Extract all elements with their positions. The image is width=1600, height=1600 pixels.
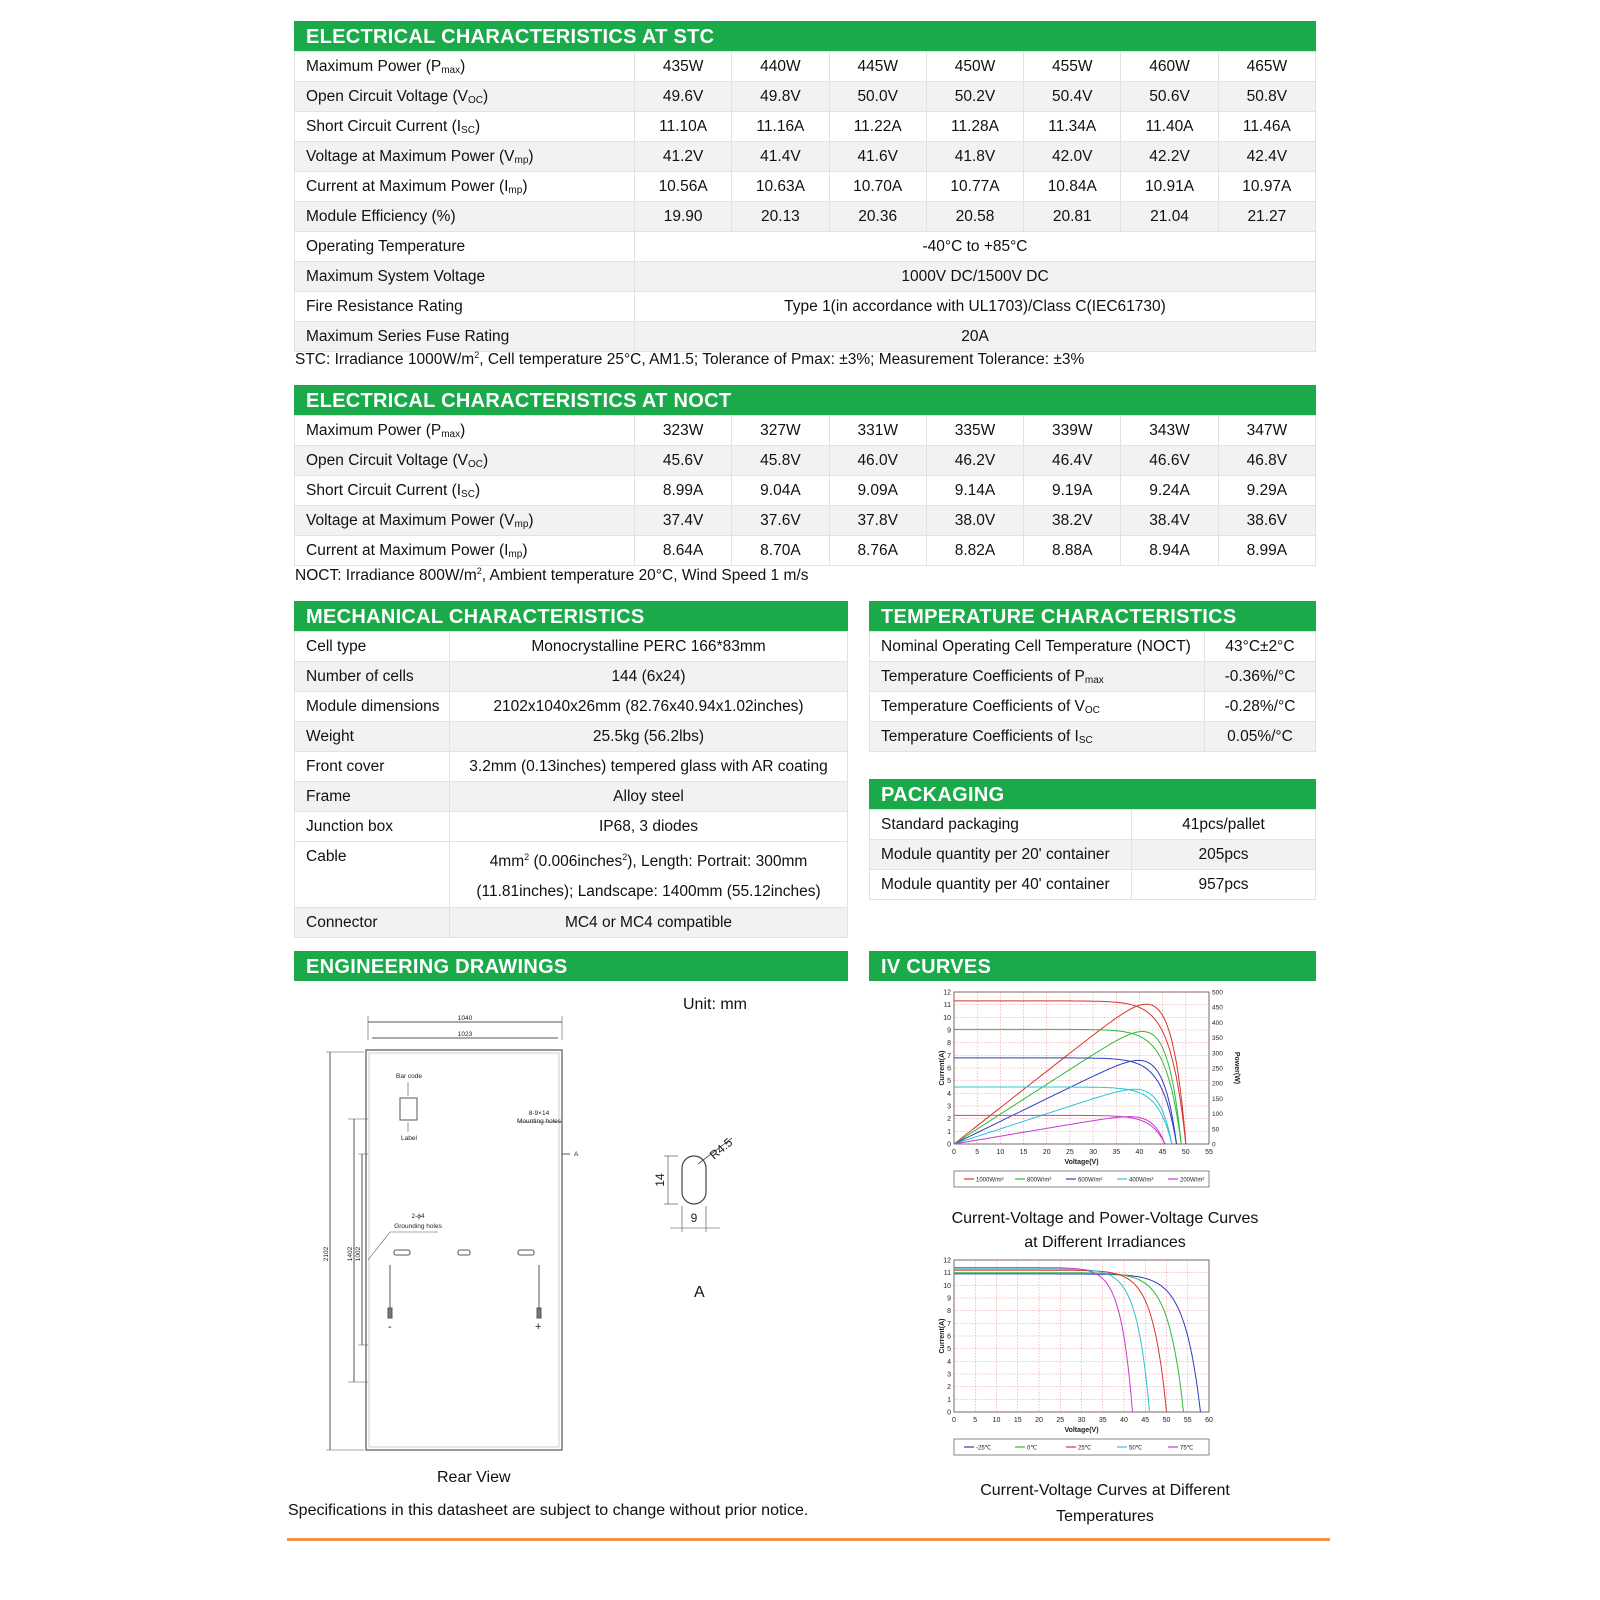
row-value: 440W	[732, 52, 829, 82]
row-value: Type 1(in accordance with UL1703)/Class C(IEC61730)	[635, 292, 1316, 322]
row-value: 323W	[635, 416, 732, 446]
row-value: 331W	[829, 416, 926, 446]
y2-tick-label: 250	[1212, 1065, 1223, 1073]
stc-span-row	[295, 322, 1316, 352]
row-value: 45.8V	[732, 446, 829, 476]
row-label: Standard packaging	[870, 810, 1132, 840]
row-value: 1000V DC/1500V DC	[635, 262, 1316, 292]
row-label: Operating Temperature	[295, 232, 635, 262]
legend-entry: 0℃	[1027, 1445, 1038, 1452]
row-value: 38.2V	[1024, 506, 1121, 536]
row-label: Number of cells	[295, 662, 450, 692]
iv-curve	[954, 1274, 1201, 1412]
row-value: 3.2mm (0.13inches) tempered glass with AR coating	[450, 752, 848, 782]
row-value: 37.6V	[732, 506, 829, 536]
temperature-title: TEMPERATURE CHARACTERISTICS	[869, 601, 1316, 631]
unit-label: Unit: mm	[683, 996, 747, 1013]
stc-row	[295, 52, 1316, 82]
row-value: 50.4V	[1024, 82, 1121, 112]
y-tick-label: 6	[947, 1333, 951, 1341]
y-axis-label: Current(A)	[939, 1318, 946, 1354]
mech-row	[295, 812, 848, 842]
mechanical-table	[294, 631, 848, 938]
row-label: Weight	[295, 722, 450, 752]
row-label: Current at Maximum Power $(I_{mp})$	[295, 172, 635, 202]
iv-caption-temperature: Current-Voltage Curves at Different Temperatures	[980, 1482, 1230, 1525]
y-tick-label: 5	[947, 1078, 951, 1086]
row-label: Temperature Coefficients of $V_{OC}$	[870, 692, 1205, 722]
y2-tick-label: 200	[1212, 1080, 1223, 1088]
row-value: 10.63A	[732, 172, 829, 202]
iv-caption-irradiance: Current-Voltage and Power-Voltage Curves at Different Irradiances	[951, 1210, 1259, 1251]
section-a-marker: A	[574, 1151, 579, 1158]
y-tick-label: 12	[943, 1257, 951, 1265]
stc-row	[295, 142, 1316, 172]
grounding-holes-label: Grounding holes	[394, 1223, 442, 1230]
x-axis-label: Voltage(V)	[1064, 1427, 1099, 1434]
y2-tick-label: 150	[1212, 1095, 1223, 1103]
iv-curve	[954, 1269, 1150, 1412]
row-value: 20.36	[829, 202, 926, 232]
noct-section	[294, 385, 1316, 566]
row-label: Maximum System Voltage	[295, 262, 635, 292]
mech-row	[295, 752, 848, 782]
row-value: 46.6V	[1121, 446, 1218, 476]
row-value: 11.28A	[926, 112, 1023, 142]
row-value: 10.84A	[1024, 172, 1121, 202]
row-value: 8.76A	[829, 536, 926, 566]
y-tick-label: 9	[947, 1027, 951, 1035]
rear-view-drawing	[318, 1010, 588, 1460]
footer-rule	[287, 1538, 1330, 1541]
row-label: Cell type	[295, 632, 450, 662]
y-tick-label: 10	[943, 1282, 951, 1290]
row-value: Alloy steel	[450, 782, 848, 812]
row-value: 37.8V	[829, 506, 926, 536]
row-label: Module quantity per 20' container	[870, 840, 1132, 870]
row-value: 45.6V	[635, 446, 732, 476]
stc-table	[294, 51, 1316, 352]
plus-terminal: +	[535, 1321, 542, 1333]
row-value: -0.28%/°C	[1205, 692, 1316, 722]
noct-row	[295, 536, 1316, 566]
packaging-section	[869, 779, 1316, 900]
row-label: Fire Resistance Rating	[295, 292, 635, 322]
row-label: Nominal Operating Cell Temperature (NOCT)	[870, 632, 1205, 662]
temp-row	[870, 722, 1316, 752]
row-value: 11.34A	[1024, 112, 1121, 142]
x-tick-label: 45	[1141, 1417, 1150, 1424]
x-tick-label: 15	[1013, 1417, 1022, 1424]
mech-row	[295, 632, 848, 662]
x-tick-label: 5	[973, 1417, 978, 1424]
legend-entry: 75℃	[1180, 1445, 1194, 1452]
row-label: Front cover	[295, 752, 450, 782]
row-value: 25.5kg (56.2lbs)	[450, 722, 848, 752]
row-label: Cable	[295, 842, 450, 908]
stc-section	[294, 21, 1316, 352]
iv-chart-irradiance	[940, 990, 1280, 1205]
row-value: Monocrystalline PERC 166*83mm	[450, 632, 848, 662]
row-label: Connector	[295, 908, 450, 938]
stc-row	[295, 172, 1316, 202]
mechanical-section	[294, 601, 848, 938]
y2-tick-label: 450	[1212, 1004, 1223, 1012]
mounting-holes-label: Mounting holes	[516, 1118, 562, 1125]
mech-row	[295, 722, 848, 752]
row-value: 205pcs	[1132, 840, 1316, 870]
row-value: 339W	[1024, 416, 1121, 446]
temp-row	[870, 632, 1316, 662]
x-tick-label: 40	[1120, 1417, 1128, 1424]
y-tick-label: 10	[943, 1014, 951, 1022]
row-value: 46.0V	[829, 446, 926, 476]
x-tick-label: 0	[952, 1417, 956, 1424]
temp-row	[870, 692, 1316, 722]
x-tick-label: 10	[992, 1417, 1001, 1424]
x-tick-label: 55	[1183, 1417, 1192, 1424]
row-value: 42.0V	[1024, 142, 1121, 172]
row-value: 50.0V	[829, 82, 926, 112]
row-value: 41.4V	[732, 142, 829, 172]
bar-code-label: Bar code	[395, 1073, 423, 1080]
row-value: 9.04A	[732, 476, 829, 506]
row-value: 50.2V	[926, 82, 1023, 112]
row-label: Temperature Coefficients of $P_{max}$	[870, 662, 1205, 692]
row-value: 9.24A	[1121, 476, 1218, 506]
row-value: 455W	[1024, 52, 1121, 82]
row-value: 8.94A	[1121, 536, 1218, 566]
noct-title: ELECTRICAL CHARACTERISTICS AT NOCT	[294, 385, 1316, 415]
legend-entry: 25℃	[1078, 1445, 1092, 1452]
x-tick-label: 60	[1205, 1417, 1213, 1424]
row-value: 11.16A	[732, 112, 829, 142]
row-label: Open Circuit Voltage $(V_{OC})$	[295, 446, 635, 476]
row-value: 10.97A	[1218, 172, 1315, 202]
row-value: 46.8V	[1218, 446, 1315, 476]
noct-row	[295, 476, 1316, 506]
row-label: Open Circuit Voltage $(V_{OC})$	[295, 82, 635, 112]
row-value: 20.13	[732, 202, 829, 232]
y-tick-label: 1	[947, 1396, 951, 1404]
row-value: 20.58	[926, 202, 1023, 232]
row-value: 435W	[635, 52, 732, 82]
row-value: 957pcs	[1132, 870, 1316, 900]
row-value: 9.09A	[829, 476, 926, 506]
row-value: 8.88A	[1024, 536, 1121, 566]
row-label: Maximum Series Fuse Rating	[295, 322, 635, 352]
y-tick-label: 2	[947, 1384, 951, 1392]
disclaimer: Specifications in this datasheet are subject to change without prior notice.	[288, 1502, 809, 1519]
stc-note: STC: Irradiance $1000W/m^2$, Cell temperature 25°C, AM1.5; Tolerance of Pmax: ±3%; Measurement Tolerance: ±3%	[295, 350, 1085, 369]
y2-tick-label: 0	[1212, 1141, 1216, 1149]
row-label: Junction box	[295, 812, 450, 842]
row-label: Short Circuit Current $(I_{SC})$	[295, 476, 635, 506]
row-value: 8.82A	[926, 536, 1023, 566]
label-label: Label	[401, 1135, 417, 1142]
y-tick-label: 4	[947, 1090, 951, 1098]
y-tick-label: 0	[947, 1409, 951, 1417]
row-value: 42.2V	[1121, 142, 1218, 172]
row-value: 9.14A	[926, 476, 1023, 506]
row-value: MC4 or MC4 compatible	[450, 908, 848, 938]
row-value: 38.0V	[926, 506, 1023, 536]
row-value: 11.46A	[1218, 112, 1315, 142]
legend-entry: 800W/m²	[1027, 1177, 1052, 1184]
row-value: 50.6V	[1121, 82, 1218, 112]
temperature-table	[869, 631, 1316, 752]
y-tick-label: 7	[947, 1052, 951, 1060]
row-value: -40°C to +85°C	[635, 232, 1316, 262]
row-value: 8.64A	[635, 536, 732, 566]
row-value: 11.40A	[1121, 112, 1218, 142]
pack-row	[870, 810, 1316, 840]
iv-curve	[954, 1268, 1133, 1412]
mech-row	[295, 662, 848, 692]
mech-row	[295, 692, 848, 722]
y-tick-label: 4	[947, 1358, 951, 1366]
stc-span-row	[295, 262, 1316, 292]
mechanical-row-cable	[295, 842, 848, 908]
y-tick-label: 11	[943, 1002, 951, 1010]
x-tick-label: 0	[952, 1149, 956, 1156]
x-tick-label: 30	[1089, 1149, 1097, 1156]
y-tick-label: 2	[947, 1116, 951, 1124]
x-tick-label: 35	[1098, 1417, 1107, 1424]
mechanical-row-connector	[295, 908, 848, 938]
row-value: 50.8V	[1218, 82, 1315, 112]
x-tick-label: 25	[1056, 1417, 1065, 1424]
dim-1402: 1402	[347, 1246, 354, 1262]
iv-title: IV CURVES	[869, 951, 1316, 981]
row-label: Module Efficiency (%)	[295, 202, 635, 232]
row-label: Maximum Power $(P_{max})$	[295, 52, 635, 82]
y2-tick-label: 300	[1212, 1050, 1223, 1058]
row-value: 41.6V	[829, 142, 926, 172]
packaging-title: PACKAGING	[869, 779, 1316, 809]
x-tick-label: 10	[996, 1149, 1005, 1156]
row-value: 41.8V	[926, 142, 1023, 172]
dim-1023: 1023	[457, 1031, 473, 1038]
row-value: 0.05%/°C	[1205, 722, 1316, 752]
row-value: 460W	[1121, 52, 1218, 82]
pv-curve	[954, 1117, 1165, 1144]
stc-span-row	[295, 292, 1316, 322]
stc-title: ELECTRICAL CHARACTERISTICS AT STC	[294, 21, 1316, 51]
row-value: 38.6V	[1218, 506, 1315, 536]
minus-terminal: -	[388, 1321, 392, 1333]
row-value: 144 (6x24)	[450, 662, 848, 692]
row-value: 21.04	[1121, 202, 1218, 232]
x-tick-label: 45	[1158, 1149, 1167, 1156]
dim-1040: 1040	[457, 1015, 473, 1022]
row-value: 335W	[926, 416, 1023, 446]
temperature-section	[869, 601, 1316, 752]
row-value: 19.90	[635, 202, 732, 232]
iv-section	[869, 951, 1316, 981]
x-tick-label: 25	[1066, 1149, 1074, 1156]
engineering-title: ENGINEERING DRAWINGS	[294, 951, 848, 981]
stc-row	[295, 202, 1316, 232]
row-value: 21.27	[1218, 202, 1315, 232]
stc-span-row	[295, 232, 1316, 262]
temp-row	[870, 662, 1316, 692]
legend-entry: 200W/m²	[1180, 1177, 1205, 1184]
noct-row	[295, 446, 1316, 476]
row-value: 10.70A	[829, 172, 926, 202]
legend-entry: 600W/m²	[1078, 1177, 1103, 1184]
row-value: 11.10A	[635, 112, 732, 142]
engineering-section	[294, 951, 848, 981]
detail-a-label: A	[694, 1284, 705, 1301]
dim-14: 14	[653, 1173, 667, 1187]
noct-note: NOCT: Irradiance $800W/m^2$, Ambient temperature 20°C, Wind Speed 1 m/s	[295, 566, 809, 585]
y2-tick-label: 400	[1212, 1019, 1223, 1027]
noct-table	[294, 415, 1316, 566]
row-value: 8.99A	[635, 476, 732, 506]
row-value: 37.4V	[635, 506, 732, 536]
row-value: 20A	[635, 322, 1316, 352]
row-value: 8.99A	[1218, 536, 1315, 566]
row-label: Voltage at Maximum Power $(V_{mp})$	[295, 506, 635, 536]
y-tick-label: 9	[947, 1295, 951, 1303]
radius-label: R4.5	[706, 1135, 736, 1163]
iv-chart-temperature	[940, 1258, 1280, 1473]
row-label: Current at Maximum Power $(I_{mp})$	[295, 536, 635, 566]
row-value: 43°C±2°C	[1205, 632, 1316, 662]
row-value: 9.29A	[1218, 476, 1315, 506]
x-tick-label: 15	[1019, 1149, 1028, 1156]
x-tick-label: 20	[1035, 1417, 1043, 1424]
y-tick-label: 0	[947, 1141, 951, 1149]
row-value: 41pcs/pallet	[1132, 810, 1316, 840]
x-tick-label: 20	[1042, 1149, 1051, 1156]
row-value: 10.91A	[1121, 172, 1218, 202]
legend-entry: -25℃	[976, 1445, 992, 1452]
row-label: Module dimensions	[295, 692, 450, 722]
y-tick-label: 12	[943, 989, 951, 997]
y-tick-label: 3	[947, 1371, 951, 1379]
row-label: Module quantity per 40' container	[870, 870, 1132, 900]
row-value: 347W	[1218, 416, 1315, 446]
rear-view-label: Rear View	[437, 1469, 511, 1486]
dim-1002: 1002	[355, 1246, 362, 1262]
y-tick-label: 11	[943, 1270, 951, 1278]
stc-row	[295, 82, 1316, 112]
y-tick-label: 6	[947, 1065, 951, 1073]
mounting-hole-detail	[650, 1135, 770, 1270]
x-tick-label: 40	[1135, 1149, 1144, 1156]
row-value: 445W	[829, 52, 926, 82]
y2-tick-label: 500	[1212, 989, 1223, 997]
x-tick-label: 50	[1162, 1417, 1171, 1424]
row-value: $4mm^2$ (0.006inches$^2$), Length: Portrait: 300mm (11.81inches); Landscape: 1400mm (55.12inches)	[450, 842, 848, 908]
mech-row	[295, 782, 848, 812]
row-value: 49.8V	[732, 82, 829, 112]
row-value: 10.56A	[635, 172, 732, 202]
row-value: 42.4V	[1218, 142, 1315, 172]
y-tick-label: 1	[947, 1128, 951, 1136]
row-label: Temperature Coefficients of $I_{SC}$	[870, 722, 1205, 752]
row-label: Voltage at Maximum Power $(V_{mp})$	[295, 142, 635, 172]
row-value: 41.2V	[635, 142, 732, 172]
mechanical-title: MECHANICAL CHARACTERISTICS	[294, 601, 848, 631]
mounting-holes-count: 8-9×14	[528, 1110, 550, 1117]
noct-row	[295, 506, 1316, 536]
y2-axis-label: Power(W)	[1233, 1051, 1240, 1085]
row-value: 2102x1040x26mm (82.76x40.94x1.02inches)	[450, 692, 848, 722]
iv-curve	[954, 1273, 1184, 1412]
row-value: 343W	[1121, 416, 1218, 446]
y-tick-label: 8	[947, 1308, 951, 1316]
iv-curve	[954, 1058, 1177, 1144]
row-value: 46.4V	[1024, 446, 1121, 476]
row-value: 46.2V	[926, 446, 1023, 476]
dim-2102: 2102	[323, 1246, 330, 1262]
y-axis-label: Current(A)	[939, 1050, 946, 1086]
legend-entry: 1000W/m²	[976, 1177, 1004, 1184]
row-value: 20.81	[1024, 202, 1121, 232]
pack-row	[870, 870, 1316, 900]
row-value: 9.19A	[1024, 476, 1121, 506]
stc-row	[295, 112, 1316, 142]
y-tick-label: 8	[947, 1040, 951, 1048]
x-tick-label: 30	[1077, 1417, 1086, 1424]
row-label: Short Circuit Current $(I_{SC})$	[295, 112, 635, 142]
x-tick-label: 35	[1112, 1149, 1121, 1156]
legend-entry: 50℃	[1129, 1445, 1143, 1452]
y-tick-label: 7	[947, 1320, 951, 1328]
row-value: 49.6V	[635, 82, 732, 112]
y-tick-label: 5	[947, 1346, 951, 1354]
row-label: Maximum Power $(P_{max})$	[295, 416, 635, 446]
row-value: 11.22A	[829, 112, 926, 142]
row-value: -0.36%/°C	[1205, 662, 1316, 692]
packaging-table	[869, 809, 1316, 900]
pv-curve	[954, 1089, 1172, 1144]
x-tick-label: 5	[975, 1149, 980, 1156]
legend-entry: 400W/m²	[1129, 1177, 1154, 1184]
row-value: IP68, 3 diodes	[450, 812, 848, 842]
x-tick-label: 50	[1181, 1149, 1190, 1156]
row-value: 38.4V	[1121, 506, 1218, 536]
pack-row	[870, 840, 1316, 870]
y2-tick-label: 350	[1212, 1035, 1223, 1043]
row-value: 10.77A	[926, 172, 1023, 202]
noct-row	[295, 416, 1316, 446]
y2-tick-label: 50	[1212, 1126, 1220, 1134]
dim-9: 9	[690, 1211, 698, 1225]
y2-tick-label: 100	[1212, 1111, 1223, 1119]
row-value: 8.70A	[732, 536, 829, 566]
y-tick-label: 3	[947, 1103, 951, 1111]
grounding-holes-count: 2-ϕ4	[411, 1213, 425, 1220]
row-value: 465W	[1218, 52, 1315, 82]
row-label: Frame	[295, 782, 450, 812]
x-axis-label: Voltage(V)	[1064, 1159, 1099, 1166]
row-value: 450W	[926, 52, 1023, 82]
row-value: 327W	[732, 416, 829, 446]
x-tick-label: 55	[1205, 1149, 1213, 1156]
